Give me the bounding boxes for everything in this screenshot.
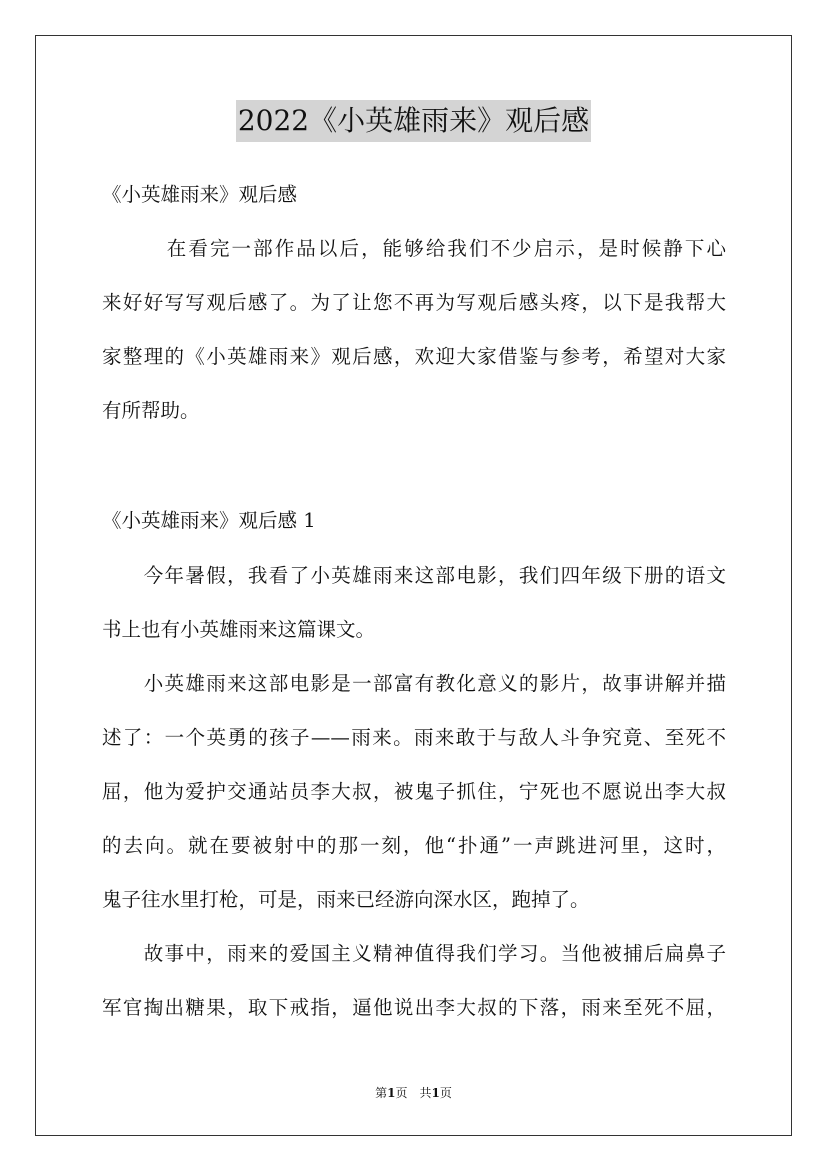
document-title-wrapper — [0, 100, 827, 142]
intro-line: 在看完一部作品以后，能够给我们不少启示，是时候静下心 — [102, 237, 726, 260]
paragraph-line: 小英雄雨来这部电影是一部富有教化意义的影片，故事讲解并描 — [102, 672, 726, 695]
document-title: 2022《小英雄雨来》观后感 — [236, 100, 591, 142]
paragraph-line: 今年暑假，我看了小英雄雨来这部电影，我们四年级下册的语文 — [102, 564, 726, 587]
footer-page-suffix: 页 — [439, 1086, 452, 1100]
section-heading: 《小英雄雨来》观后感 1 — [102, 509, 316, 532]
footer-page-current: 1 — [387, 1086, 396, 1100]
paragraph-line: 军官掏出糖果，取下戒指，逼他说出李大叔的下落，雨来至死不屈， — [102, 996, 726, 1019]
section-heading: 《小英雄雨来》观后感 — [102, 183, 298, 206]
footer-page-total: 1 — [431, 1086, 440, 1100]
footer-page-prefix: 第 — [375, 1086, 388, 1100]
paragraph-line: 书上也有小英雄雨来这篇课文。 — [102, 618, 376, 641]
intro-line: 家整理的《小英雄雨来》观后感，欢迎大家借鉴与参考，希望对大家 — [102, 345, 726, 368]
paragraph-line: 的去向。就在要被射中的那一刻，他“扑通”一声跳进河里，这时， — [102, 834, 726, 857]
paragraph-line: 述了：一个英勇的孩子——雨来。雨来敢于与敌人斗争究竟、至死不 — [102, 726, 726, 749]
paragraph-line: 屈，他为爱护交通站员李大叔，被鬼子抓住，宁死也不愿说出李大叔 — [102, 780, 726, 803]
intro-line: 有所帮助。 — [102, 399, 200, 422]
paragraph-line: 故事中，雨来的爱国主义精神值得我们学习。当他被捕后扁鼻子 — [102, 942, 726, 965]
page-footer — [0, 1084, 827, 1101]
intro-line: 来好好写写观后感了。为了让您不再为写观后感头疼，以下是我帮大 — [102, 291, 726, 314]
footer-page-mid: 页 共 — [395, 1086, 432, 1100]
paragraph-line: 鬼子往水里打枪，可是，雨来已经游向深水区，跑掉了。 — [102, 888, 590, 911]
